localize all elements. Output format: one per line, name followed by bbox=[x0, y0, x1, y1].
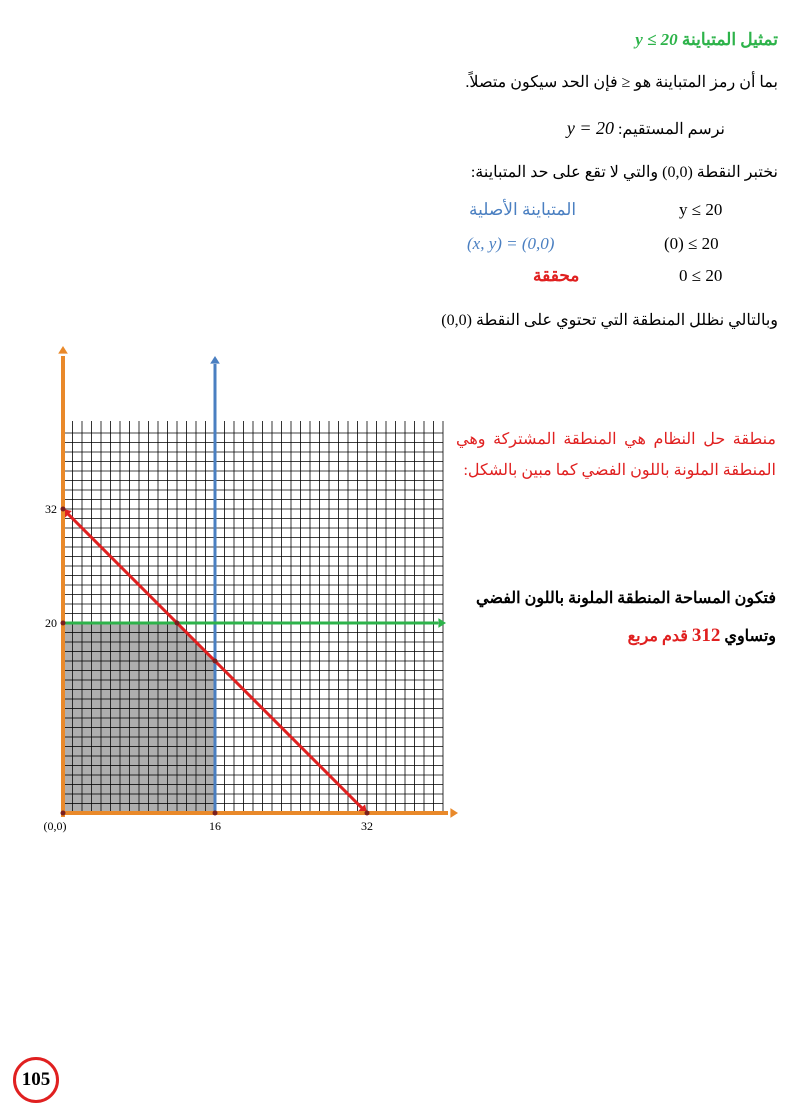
vertex-dot bbox=[365, 811, 370, 816]
area-unit: قدم مربع bbox=[627, 628, 688, 645]
x-tick-16: 16 bbox=[209, 819, 221, 833]
area-result-line1: فتكون المساحة المنطقة الملونة باللون الفضي bbox=[475, 590, 776, 607]
x-axis-arrow bbox=[450, 808, 458, 818]
row2-left: (0) ≤ 20 bbox=[664, 234, 719, 253]
shade-statement: وبالتالي نظلل المنطقة التي تحتوي على النقطة (0,0) bbox=[441, 312, 778, 329]
row3-left: 0 ≤ 20 bbox=[679, 266, 723, 285]
draw-line-label: نرسم المستقيم: bbox=[617, 121, 725, 138]
y-axis-arrow bbox=[58, 346, 68, 354]
area-result bbox=[456, 580, 776, 655]
x-tick-32: 32 bbox=[361, 819, 373, 833]
row3-right: محققة bbox=[533, 266, 580, 285]
solution-region bbox=[63, 623, 215, 813]
area-result-line2 bbox=[456, 617, 776, 655]
heading-prefix: تمثيل المتباينة bbox=[681, 30, 778, 49]
vertex-dot bbox=[61, 811, 66, 816]
solution-region-note: منطقة حل النظام هي المنطقة المشتركة وهي المنطقة الملونة باللون الفضي كما مبين بالشكل: bbox=[456, 431, 776, 479]
draw-line-math: y = 20 bbox=[566, 118, 614, 138]
row1-left: y ≤ 20 bbox=[679, 200, 723, 219]
vertex-dot bbox=[213, 659, 218, 664]
vertex-dot bbox=[61, 621, 66, 626]
vertex-dot bbox=[213, 811, 218, 816]
y-tick-20: 20 bbox=[45, 616, 57, 630]
line-y-20-arrow bbox=[438, 618, 446, 628]
vertex-dot bbox=[175, 621, 180, 626]
section-heading bbox=[635, 30, 778, 50]
row1-right: المتباينة الأصلية bbox=[469, 200, 577, 219]
x-tick-origin: (0,0) bbox=[43, 819, 67, 833]
line-x-16-arrow bbox=[210, 356, 220, 364]
vertex-dot bbox=[61, 507, 66, 512]
y-tick-32: 32 bbox=[45, 502, 57, 516]
heading-math: y ≤ 20 bbox=[635, 30, 678, 49]
area-result-prefix: وتساوي bbox=[724, 628, 776, 645]
boundary-note: بما أن رمز المتباينة هو ≤ فإن الحد سيكون متصلاً. bbox=[465, 74, 778, 91]
page-number: 105 bbox=[13, 1057, 59, 1103]
test-point-statement: نختبر النقطة (0,0) والتي لا تقع على حد المتباينة: bbox=[470, 164, 778, 181]
area-value: 312 bbox=[691, 625, 721, 646]
inequality-graph bbox=[0, 340, 470, 845]
row2-right: (x, y) = (0,0) bbox=[467, 234, 555, 253]
draw-line-statement bbox=[567, 118, 725, 139]
